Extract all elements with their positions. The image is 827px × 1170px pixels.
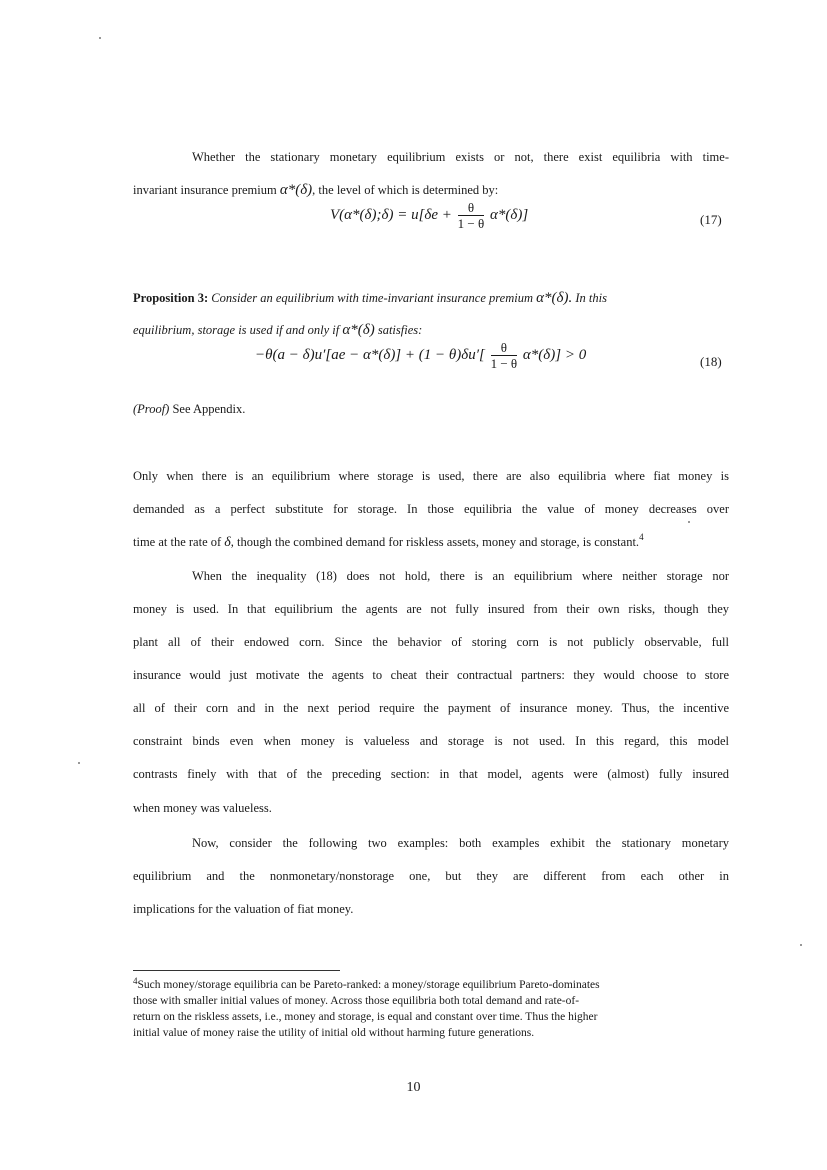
para3-line: contrasts finely with that of the preceding section: in that model, agents were (almost) fully insured: [133, 767, 729, 781]
alpha-star-delta: α*(δ).: [536, 290, 573, 306]
footnote-mark: 4: [133, 976, 138, 986]
equation-18-number: (18): [700, 354, 722, 369]
equation-17: [330, 200, 528, 231]
prop3-line1-text: Consider an equilibrium with time-invariant insurance premium: [211, 291, 533, 305]
proof-label: (Proof): [133, 402, 170, 416]
para3-line: constraint binds even when money is valueless and storage is not used. In this regard, this model: [133, 734, 729, 748]
prop3-line1-tail: In this: [575, 291, 607, 305]
scan-speck: [800, 944, 802, 946]
para3-line: when money was valueless.: [133, 801, 272, 815]
para3-line: When the inequality (18) does not hold, there is an equilibrium where neither storage nor: [192, 569, 729, 583]
eq18-frac-den: 1 − θ: [490, 356, 518, 371]
para1-line2-post: , the level of which is determined by:: [312, 183, 499, 197]
equation-18: [255, 340, 586, 371]
footnote-line: return on the riskless assets, i.e., money and storage, is equal and constant over time. Thus the higher: [133, 1011, 598, 1023]
prop3-line2-pre: equilibrium, storage is used if and only if: [133, 323, 340, 337]
para4-line: implications for the valuation of fiat money.: [133, 902, 354, 916]
para4-line: equilibrium and the nonmonetary/nonstorage one, but they are different from each other in: [133, 869, 729, 883]
para1-line2-pre: invariant insurance premium: [133, 183, 277, 197]
prop3-line1: [133, 290, 607, 307]
eq18-lhs: −θ(a − δ)u′[ae − α*(δ)] + (1 − θ)δu′[: [255, 346, 485, 363]
scan-speck: [78, 762, 80, 764]
footnote-line: [133, 976, 600, 991]
eq17-fraction: [458, 200, 485, 231]
footnote-ref-4[interactable]: 4: [639, 532, 644, 542]
prop3-line2: [133, 322, 422, 339]
para3-line: insurance would just motivate the agents to cheat their contractual partners: they would choose to store: [133, 668, 729, 682]
alpha-star-delta: α*(δ): [342, 322, 375, 338]
para3-line: plant all of their endowed corn. Since the behavior of storing corn is not publicly observable, full: [133, 635, 729, 649]
equation-17-number: (17): [700, 212, 722, 227]
scan-speck: [99, 37, 101, 39]
scan-speck: [688, 521, 690, 523]
eq17-lhs: V(α*(δ);δ) = u[δe +: [330, 206, 452, 223]
para2-line1: Only when there is an equilibrium where storage is used, there are also equilibria where fiat money is: [133, 469, 729, 483]
delta-symbol: δ: [224, 535, 231, 550]
eq18-frac-num: θ: [491, 340, 518, 356]
footnote-text: Such money/storage equilibria can be Pareto-ranked: a money/storage equilibrium Pareto-dominates: [137, 979, 600, 991]
eq18-rhs: α*(δ)] > 0: [522, 346, 587, 363]
eq17-frac-num: θ: [458, 200, 485, 216]
footnote-line: those with smaller initial values of money. Across those equilibria both total demand and rate-of-: [133, 995, 580, 1007]
footnote-line: initial value of money raise the utility of initial old without harming future generations.: [133, 1027, 535, 1039]
alpha-star-delta: α*(δ): [279, 182, 313, 198]
para2-line3-pre: time at the rate of: [133, 535, 222, 549]
para3-line: money is used. In that equilibrium the agents are not fully insured from their own risks, though they: [133, 602, 729, 616]
footnote-rule: [133, 970, 340, 971]
para1-line2: [133, 182, 498, 199]
prop3-label: Proposition 3:: [133, 291, 209, 305]
proof-text: See Appendix.: [172, 402, 246, 416]
para2-line2: demanded as a perfect substitute for storage. In those equilibria the value of money decreases over: [133, 502, 729, 516]
eq18-fraction: [491, 340, 518, 371]
para4-line: Now, consider the following two examples: both examples exhibit the stationary monetary: [192, 836, 729, 850]
para2-line3: [133, 532, 644, 551]
proof-line: [133, 402, 245, 417]
eq17-rhs: α*(δ)]: [489, 206, 529, 223]
para1-line1: Whether the stationary monetary equilibrium exists or not, there exist equilibria with time-: [192, 150, 729, 164]
page-number: 10: [406, 1080, 421, 1095]
para2-line3-post: , though the combined demand for riskless assets, money and storage, is constant.: [230, 535, 640, 549]
para3-line: all of their corn and in the next period require the payment of insurance money. Thus, the incentive: [133, 701, 729, 715]
eq17-frac-den: 1 − θ: [457, 216, 485, 231]
prop3-line2-post: satisfies:: [377, 323, 423, 337]
